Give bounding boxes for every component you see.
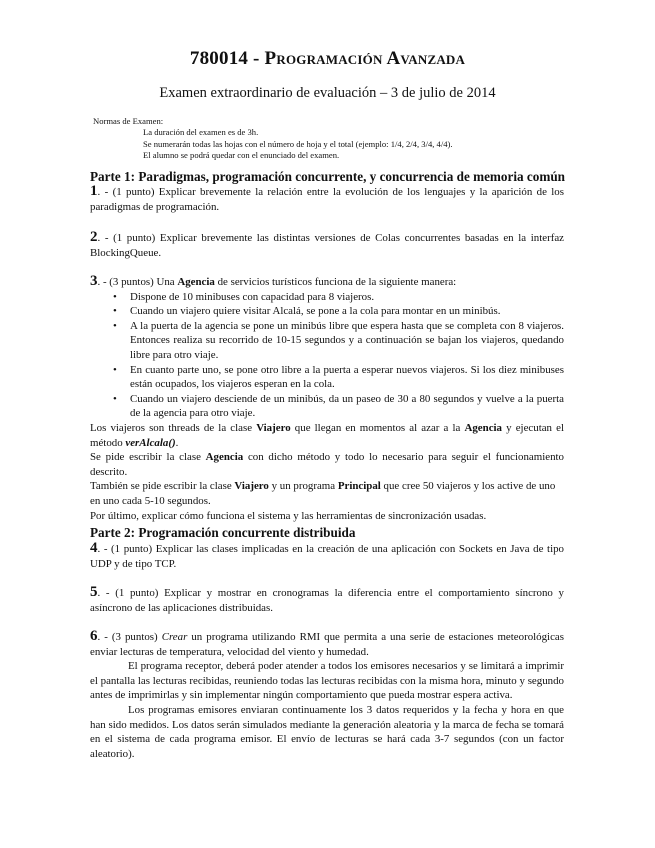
- part1-heading: Parte 1: Paradigmas, programación concurrente, y concurrencia de memoria común: [90, 169, 566, 184]
- text-run: un programa utilizando RMI que permita a una serie de estaciones meteorológicas enviar lecturas de temperatura, velocidad del viento y humedad.: [90, 631, 564, 658]
- question-2: [90, 230, 564, 260]
- q3-intro-text: de servicios turísticos funciona de la siguiente manera:: [214, 276, 457, 288]
- title-dash: -: [248, 48, 265, 69]
- text-bold: Agencia: [205, 451, 244, 464]
- text-bold: Agencia: [464, 421, 503, 434]
- q3-intro: [90, 274, 564, 290]
- text-run: .: [175, 436, 179, 449]
- list-item: • En cuanto parte uno, se pone otro libre a la puerta a esperar nuevos viajeros. Si los diez minibuses están ocupados, los viajeros esperan en la cola.: [130, 363, 564, 392]
- rule-item: La duración del examen es de 3h.: [143, 127, 259, 138]
- question-text: . - (1 punto) Explicar brevemente las distintas versiones de Colas concurrentes basadas en la interfaz BlockingQueue.: [90, 232, 564, 259]
- text-bold: Viajero: [256, 421, 291, 434]
- text-run: Se pide escribir la clase: [90, 451, 206, 464]
- q6-paragraph: Los programas emisores enviaran continuamente los 3 datos requeridos y la fecha y hora en que han sido medidos. Los datos serán simulados mediante la generación aleatoria y la marca de fecha se tomará en el sistema de cada programa emisor. El envío de lecturas se hará cada 3-7 segundos (con un factor aleatorio).: [90, 703, 564, 760]
- question-text: . - (1 punto) Explicar y mostrar en cronogramas la diferencia entre el comportamiento síncrono y asíncrono de las aplicaciones distribuidas.: [90, 587, 564, 614]
- exam-title: [0, 48, 655, 70]
- question-5: [90, 585, 564, 615]
- rules-heading: Normas de Examen:: [93, 116, 164, 126]
- q3-paragraph: [90, 450, 564, 479]
- text-run: que cree 50 viajeros y los active de uno en uno cada 5-10 segundos.: [90, 480, 556, 507]
- course-name: Programación Avanzada: [264, 48, 466, 69]
- text-run: que llegan en momentos al azar a la: [290, 421, 465, 434]
- text-run: y un programa: [268, 480, 338, 493]
- question-4: [90, 541, 564, 571]
- question-number: 1: [90, 183, 98, 199]
- text-bold: Viajero: [234, 480, 269, 493]
- question-1: [90, 184, 564, 214]
- q3-paragraph: Por último, explicar cómo funciona el sistema y las herramientas de sincronización usadas.: [90, 509, 487, 522]
- rule-item: El alumno se podrá quedar con el enunciado del examen.: [143, 150, 340, 161]
- question-number: 5: [90, 584, 98, 600]
- question-text: . - (1 punto) Explicar brevemente la relación entre la evolución de los lenguajes y la aparición de los paradigmas de programación.: [90, 186, 564, 213]
- question-number: 3: [90, 273, 98, 289]
- list-item: • Cuando un viajero desciende de un minibús, da un paseo de 30 a 80 segundos y vuelve a la puerta de la agencia para otro viaje.: [130, 392, 564, 421]
- method-name: verAlcala(): [125, 436, 176, 449]
- course-code: 780014: [189, 48, 249, 69]
- question-number: 6: [90, 628, 98, 644]
- q3-paragraph: [90, 479, 564, 508]
- list-item: • Cuando un viajero quiere visitar Alcalá, se pone a la cola para montar en un minibús.: [130, 304, 564, 319]
- part2-heading: Parte 2: Programación concurrente distribuida: [90, 525, 356, 540]
- text-run: con dicho método y todo lo necesario para seguir el funcionamiento descrito.: [90, 451, 564, 478]
- text-run: y ejecutan el método: [90, 421, 564, 449]
- rule-item: Se numerarán todas las hojas con el número de hoja y el total (ejemplo: 1/4, 2/4, 3/4, 4/4).: [143, 138, 453, 149]
- q3-intro-bold: Agencia: [177, 276, 215, 288]
- text-run: . - (3 puntos): [97, 631, 162, 643]
- question-number: 2: [90, 229, 98, 245]
- question-text: . - (1 punto) Explicar las clases implicadas en la creación de una aplicación con Sockets en Java de tipo UDP y de tipo TCP.: [90, 543, 564, 570]
- exam-subtitle: Examen extraordinario de evaluación – 3 de julio de 2014: [159, 85, 496, 101]
- text-bold: Principal: [337, 480, 381, 493]
- question-3: [90, 274, 564, 523]
- list-item: • Dispone de 10 minibuses con capacidad para 8 viajeros.: [130, 290, 564, 305]
- question-number: 4: [90, 540, 98, 556]
- list-item: • A la puerta de la agencia se pone un minibús libre que espera hasta que se completa con 8 viajeros. Entonces realiza su recorrido de 10-15 segundos y a continuación se bajan los viajeros, quedando libre para otro viaje.: [130, 319, 564, 363]
- q3-bullet-list: [90, 290, 564, 421]
- text-run: Los viajeros son threads de la clase: [90, 421, 257, 434]
- question-6: [90, 629, 564, 761]
- exam-rules: [93, 116, 453, 162]
- q6-paragraph: El programa receptor, deberá poder atender a todos los emisores necesarios y se limitará a imprimir el pantalla las lecturas recibidas, reuniendo todas las lecturas recibidas con la misma hora, minuto y segundo antes de imprimirlas y sin implementar ningún comportamiento que pueda mostrar espera activa.: [90, 660, 564, 702]
- text-italic: Crear: [161, 631, 188, 643]
- q3-intro-text: . - (3 puntos) Una: [97, 276, 178, 288]
- q6-intro: [90, 629, 564, 659]
- text-run: También se pide escribir la clase: [90, 480, 235, 493]
- q3-paragraph: [90, 421, 564, 450]
